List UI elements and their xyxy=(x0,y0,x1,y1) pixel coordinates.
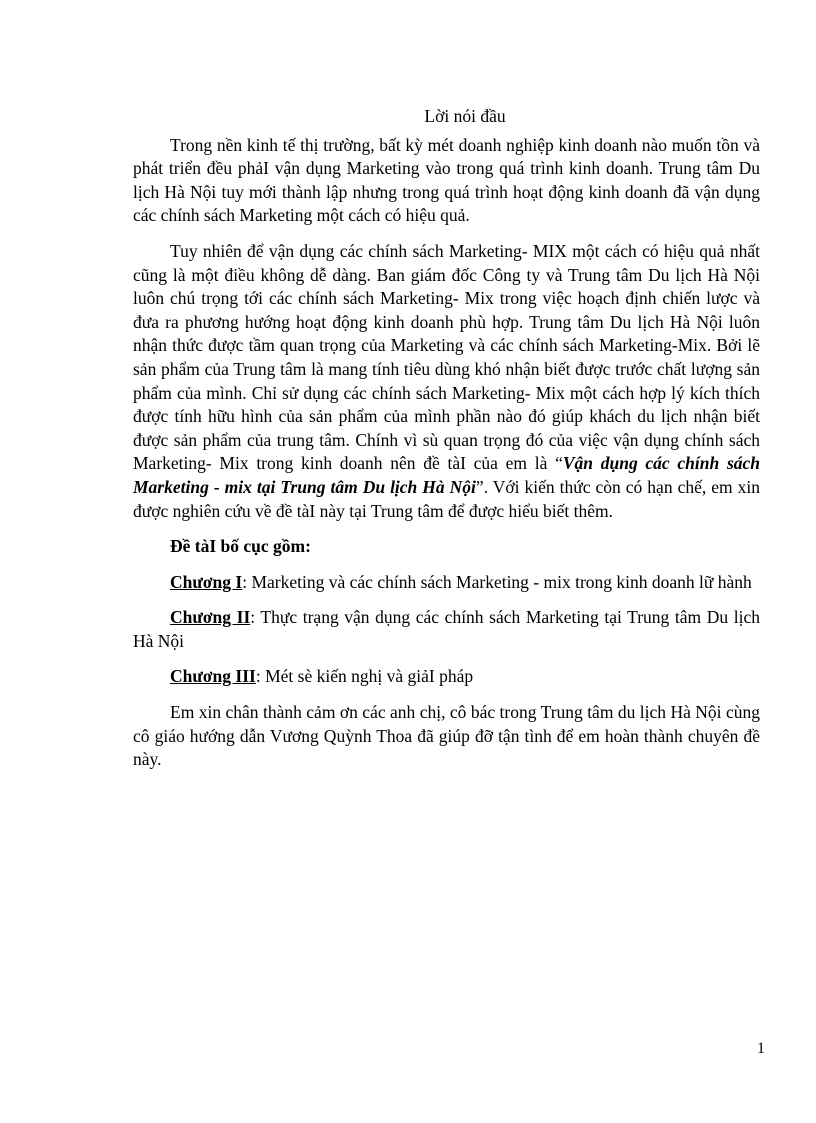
chapter-3-label: Chương III xyxy=(170,666,256,687)
document-page xyxy=(133,105,760,784)
chapter-1-text: : Marketing và các chính sách Marketing - mix trong kinh doanh lữ hành xyxy=(242,571,752,592)
chapter-2-label: Chương II xyxy=(170,607,251,628)
context-text-end: ”. Với kiến thức còn có hạn chế, em xin được nghiên cứu về đề tàI này tại Trung tâm để được hiểu biết thêm. xyxy=(133,476,760,521)
context-paragraph xyxy=(133,240,760,523)
chapter-2-text: : Thực trạng vận dụng các chính sách Marketing tại Trung tâm Du lịch Hà Nội xyxy=(133,607,760,651)
chapter-1-label: Chương I xyxy=(170,571,243,592)
chapter-item xyxy=(133,606,760,653)
chapter-item xyxy=(133,665,760,689)
page-number: 1 xyxy=(757,1040,765,1057)
chapter-item xyxy=(133,571,760,595)
closing-paragraph: Em xin chân thành cảm ơn các anh chị, cô bác trong Trung tâm du lịch Hà Nội cùng cô giáo hướng dẫn Vương Quỳnh Thoa đã giúp đỡ tận tình để em hoàn thành chuyên đề này. xyxy=(133,702,760,770)
page-title: Lời nói đầu xyxy=(424,106,506,126)
outline-heading: Đề tàI bố cục gồm: xyxy=(170,536,311,557)
context-text: Tuy nhiên để vận dụng các chính sách Marketing- MIX một cách có hiệu quả nhất cũng là một điều không dễ dàng. Ban giám đốc Công ty và Trung tâm Du lịch Hà Nội luôn chú trọng tới các chính sách Marketing- Mix trong việc hoạch định chiến lược và đưa ra phương hướng hoạt động kinh doanh phù hợp. Trung tâm Du lịch Hà Nội luôn nhận thức được tầm quan trọng của Marketing và các chính sách Marketing-Mix. Bởi lẽ sản phẩm của Trung tâm là mang tính tiêu dùng khó nhận biết được trước chất lượng sản phẩm của mình. Chỉ sử dụng các chính sách Marketing- Mix một cách hợp lý kích thích được tính hữu hình của sản phẩm của mình phần nào đó giúp khách du lịch nhận biết được sản phẩm của trung tâm. Chính vì sù quan trọng đó của việc vận dụng chính sách Marketing- Mix trong kinh doanh nên đề tàI của em là “ xyxy=(133,240,760,474)
topic-title: Vận dụng các chính sách Marketing - mix tại Trung tâm Du lịch Hà Nội xyxy=(133,453,760,497)
intro-paragraph: Trong nền kinh tế thị trường, bất kỳ mét doanh nghiệp kinh doanh nào muốn tồn và phát triển đều phảI vận dụng Marketing vào trong quá trình kinh doanh. Trung tâm Du lịch Hà Nội tuy mới thành lập nhưng trong quá trình hoạt động kinh doanh đã vận dụng các chính sách Marketing một cách có hiệu quả. xyxy=(133,134,760,226)
chapter-3-text: : Mét sè kiến nghị và giảI pháp xyxy=(255,666,474,687)
